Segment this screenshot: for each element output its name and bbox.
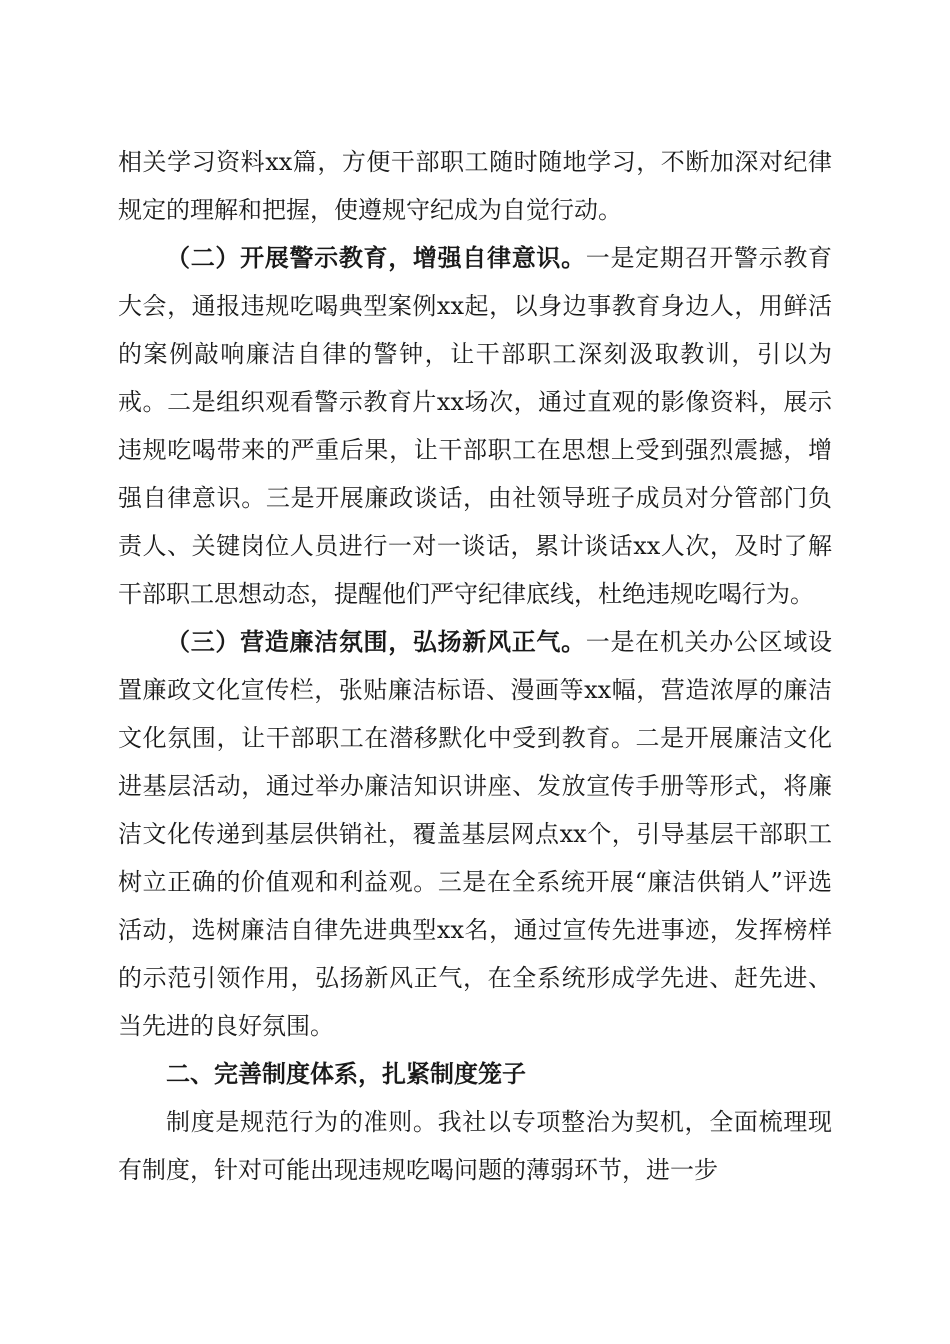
document-body — [118, 138, 832, 1194]
section-2-paragraph — [118, 234, 832, 618]
continuation-paragraph: 相关学习资料xx篇，方便干部职工随时随地学习，不断加深对纪律规定的理解和把握，使遵规守纪成为自觉行动。 — [118, 148, 832, 224]
section-3-body: 一是在机关办公区域设置廉政文化宣传栏，张贴廉洁标语、漫画等xx幅，营造浓厚的廉洁文化氛围，让干部职工在潜移默化中受到教育。二是开展廉洁文化进基层活动，通过举办廉洁知识讲座、发放宣传手册等形式，将廉洁文化传递到基层供销社，覆盖基层网点xx个，引导基层干部职工树立正确的价值观和利益观。三是在全系统开展“廉洁供销人”评选活动，选树廉洁自律先进典型xx名，通过宣传先进事迹，发挥榜样的示范引领作用，弘扬新风正气，在全系统形成学先进、赶先进、当先进的良好氛围。 — [118, 628, 833, 1040]
heading-2: 二、完善制度体系，扎紧制度笼子 — [166, 1060, 526, 1088]
section-2-title: （二）开展警示教育，增强自律意识。 — [166, 244, 586, 272]
section-3-paragraph — [118, 618, 832, 1050]
final-paragraph: 制度是规范行为的准则。我社以专项整治为契机，全面梳理现有制度，针对可能出现违规吃喝问题的薄弱环节，进一步 — [118, 1108, 832, 1184]
section-2-body: 一是定期召开警示教育大会，通报违规吃喝典型案例xx起，以身边事教育身边人，用鲜活的案例敲响廉洁自律的警钟，让干部职工深刻汲取教训，引以为戒。二是组织观看警示教育片xx场次，通过直观的影像资料，展示违规吃喝带来的严重后果，让干部职工在思想上受到强烈震撼，增强自律意识。三是开展廉政谈话，由社领导班子成员对分管部门负责人、关键岗位人员进行一对一谈话，累计谈话xx人次，及时了解干部职工思想动态，提醒他们严守纪律底线，杜绝违规吃喝行为。 — [118, 244, 833, 608]
section-3-title: （三）营造廉洁氛围，弘扬新风正气。 — [166, 628, 586, 656]
